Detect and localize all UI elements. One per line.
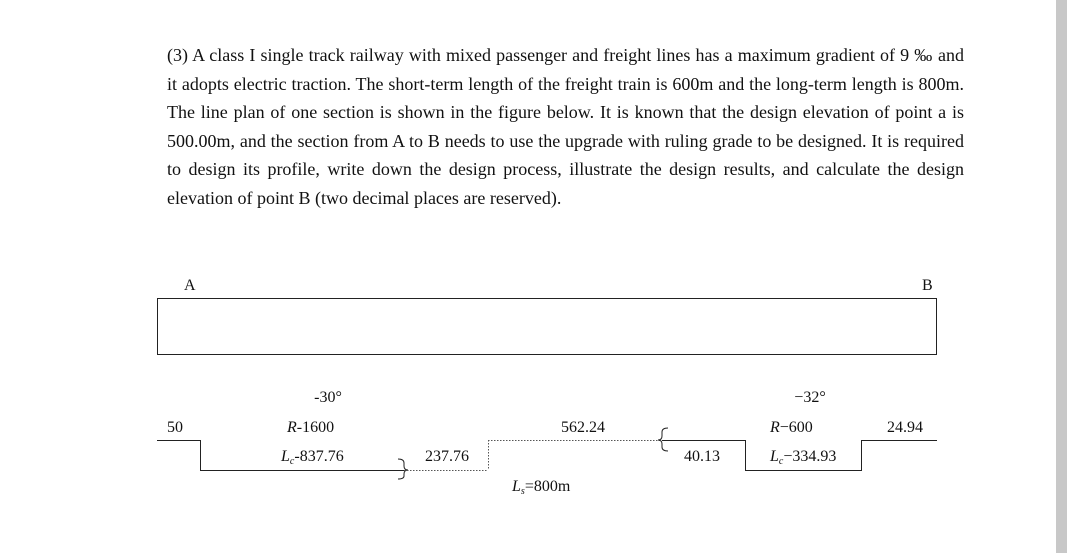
curve1-length: $L_c-837.76$ <box>281 448 344 467</box>
profile-box <box>158 299 937 355</box>
tangent-end-length: 24.94 <box>887 419 923 436</box>
tangent-237-length: 237.76 <box>425 448 469 465</box>
problem-text: (3) A class I single track railway with mixed passenger and freight lines has a maximum gradient of 9 ‰ and it adopts electric traction. The short-term length of the freight train is 600m and the long-term length is 800m. The line plan of one section is shown in the figure below. It is known that the design elevation of point a is 500.00m, and the section from A to B needs to use the upgrade with ruling grade to be designed. It is required to design its profile, write down the design process, illustrate the design results, and calculate the design elevation of point B (two decimal places are reserved). <box>167 45 964 208</box>
tangent-562-length: 562.24 <box>561 419 605 436</box>
curve1-angle: -30° <box>314 389 342 406</box>
curve2-length: $L_c-334.93$ <box>770 448 837 467</box>
curve2-angle: −32° <box>794 389 826 406</box>
curve1-end-brace <box>398 459 408 479</box>
tangent-start-length: 50 <box>167 419 183 436</box>
curve1-radius: R-1600 <box>287 419 335 436</box>
curve2-start-brace <box>658 428 668 451</box>
point-b-label: B <box>922 277 933 294</box>
point-a-label: A <box>184 277 196 294</box>
tangent-40-length: 40.13 <box>684 448 720 465</box>
station-length: $L_s=800m$ <box>512 478 571 497</box>
curve2-radius: R−600 <box>770 419 813 436</box>
